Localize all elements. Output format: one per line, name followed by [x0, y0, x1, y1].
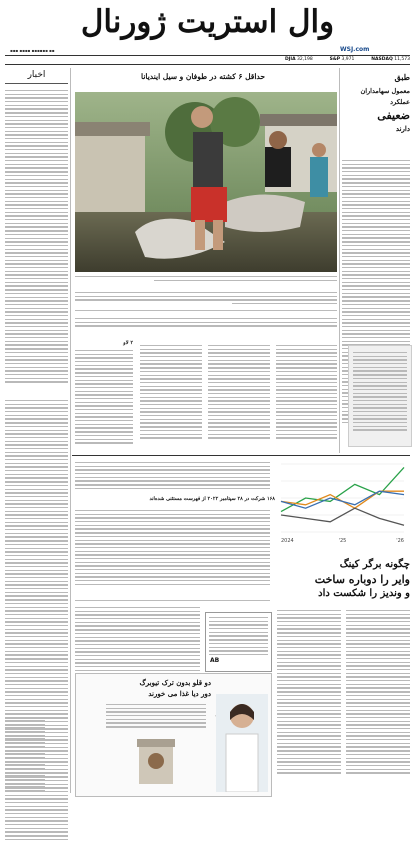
- section-label: اخبار: [27, 70, 46, 80]
- text-block: [5, 90, 68, 385]
- story-column: [75, 340, 133, 346]
- story-kicker: طبق: [394, 72, 410, 82]
- box-label: AB: [210, 657, 220, 664]
- headline-line: و وندیز را شکست داد: [318, 588, 410, 599]
- flood-scene-image: [75, 92, 337, 272]
- text-block: [208, 345, 270, 441]
- masthead: [0, 0, 415, 44]
- headline-line: وایر را دوباره ساخت: [314, 573, 410, 586]
- person-photo: [216, 694, 268, 792]
- column-rule: [339, 68, 340, 453]
- text-block: [75, 462, 270, 492]
- secondary-story-lead: [75, 318, 337, 329]
- line-chart: [277, 458, 410, 546]
- text-block: [75, 510, 270, 587]
- food-image: [131, 729, 181, 789]
- ticker-item: DJIA 32,198: [285, 57, 313, 62]
- market-ticker: [285, 57, 410, 62]
- headline-line: چگونه برگر کینگ: [339, 559, 410, 570]
- masthead-rule-top: [5, 55, 410, 56]
- section-rule: [72, 455, 410, 456]
- ticker-item: NASDAQ 11,573: [371, 57, 410, 62]
- lead-photo: [75, 92, 337, 272]
- lead-story-body: [75, 292, 337, 307]
- story-headline-line: عملکرد: [390, 98, 410, 106]
- text-block: [106, 704, 206, 730]
- chart-svg: [277, 458, 410, 546]
- edition-info: ▪▪▪ ▪▪▪▪ ▪▪▪▪▪▪ ▪▪: [10, 48, 55, 53]
- text-block: [5, 720, 45, 794]
- small-headline: ۱۶۸ شرکت در ۲۸ سپتامبر ۲۰۲۲ از فهرست مستثنی شده‌اند: [149, 496, 275, 502]
- x-tick-label: 2024: [281, 538, 294, 544]
- x-tick-label: '26: [396, 538, 404, 544]
- ticker-item: S&P 3,971: [329, 57, 355, 62]
- divider: [5, 83, 68, 84]
- right-story: [342, 72, 410, 135]
- text-block: [276, 345, 337, 441]
- burger-story-headline: [277, 558, 410, 601]
- lead-headline: حداقل ۶ کشته در طوفان و سیل ایندیانا: [141, 72, 265, 81]
- ad-subtitle: دور دیا غذا می خورند: [148, 689, 211, 698]
- text-block: [277, 610, 341, 776]
- text-block: [346, 610, 410, 776]
- story-headline-line: دارند: [395, 124, 410, 133]
- story-headline-line: معمول سهامداران: [360, 87, 410, 95]
- left-news-column: [5, 70, 68, 790]
- text-block: [75, 350, 133, 446]
- photo-caption: [75, 276, 337, 283]
- x-tick-label: '25: [338, 538, 347, 544]
- text-block: [353, 352, 407, 433]
- story-headline-line: ضعیفی: [377, 109, 410, 122]
- sidebar-box: [348, 345, 412, 447]
- info-box: [205, 612, 272, 672]
- ad-title: دو قلو بدون ترک تیوبرگ: [139, 678, 211, 687]
- masthead-rule-bottom: [5, 64, 410, 65]
- story-label: ۲ لاو: [123, 340, 133, 346]
- text-block: [140, 345, 202, 441]
- divider: [75, 310, 337, 311]
- divider: [75, 600, 270, 601]
- newspaper-title: وال استریت ژورنال: [80, 4, 335, 40]
- bottom-ad: [75, 673, 272, 797]
- wsj-com-tag: WSJ.com: [340, 46, 370, 53]
- text-block: [209, 617, 268, 658]
- column-rule: [70, 68, 71, 793]
